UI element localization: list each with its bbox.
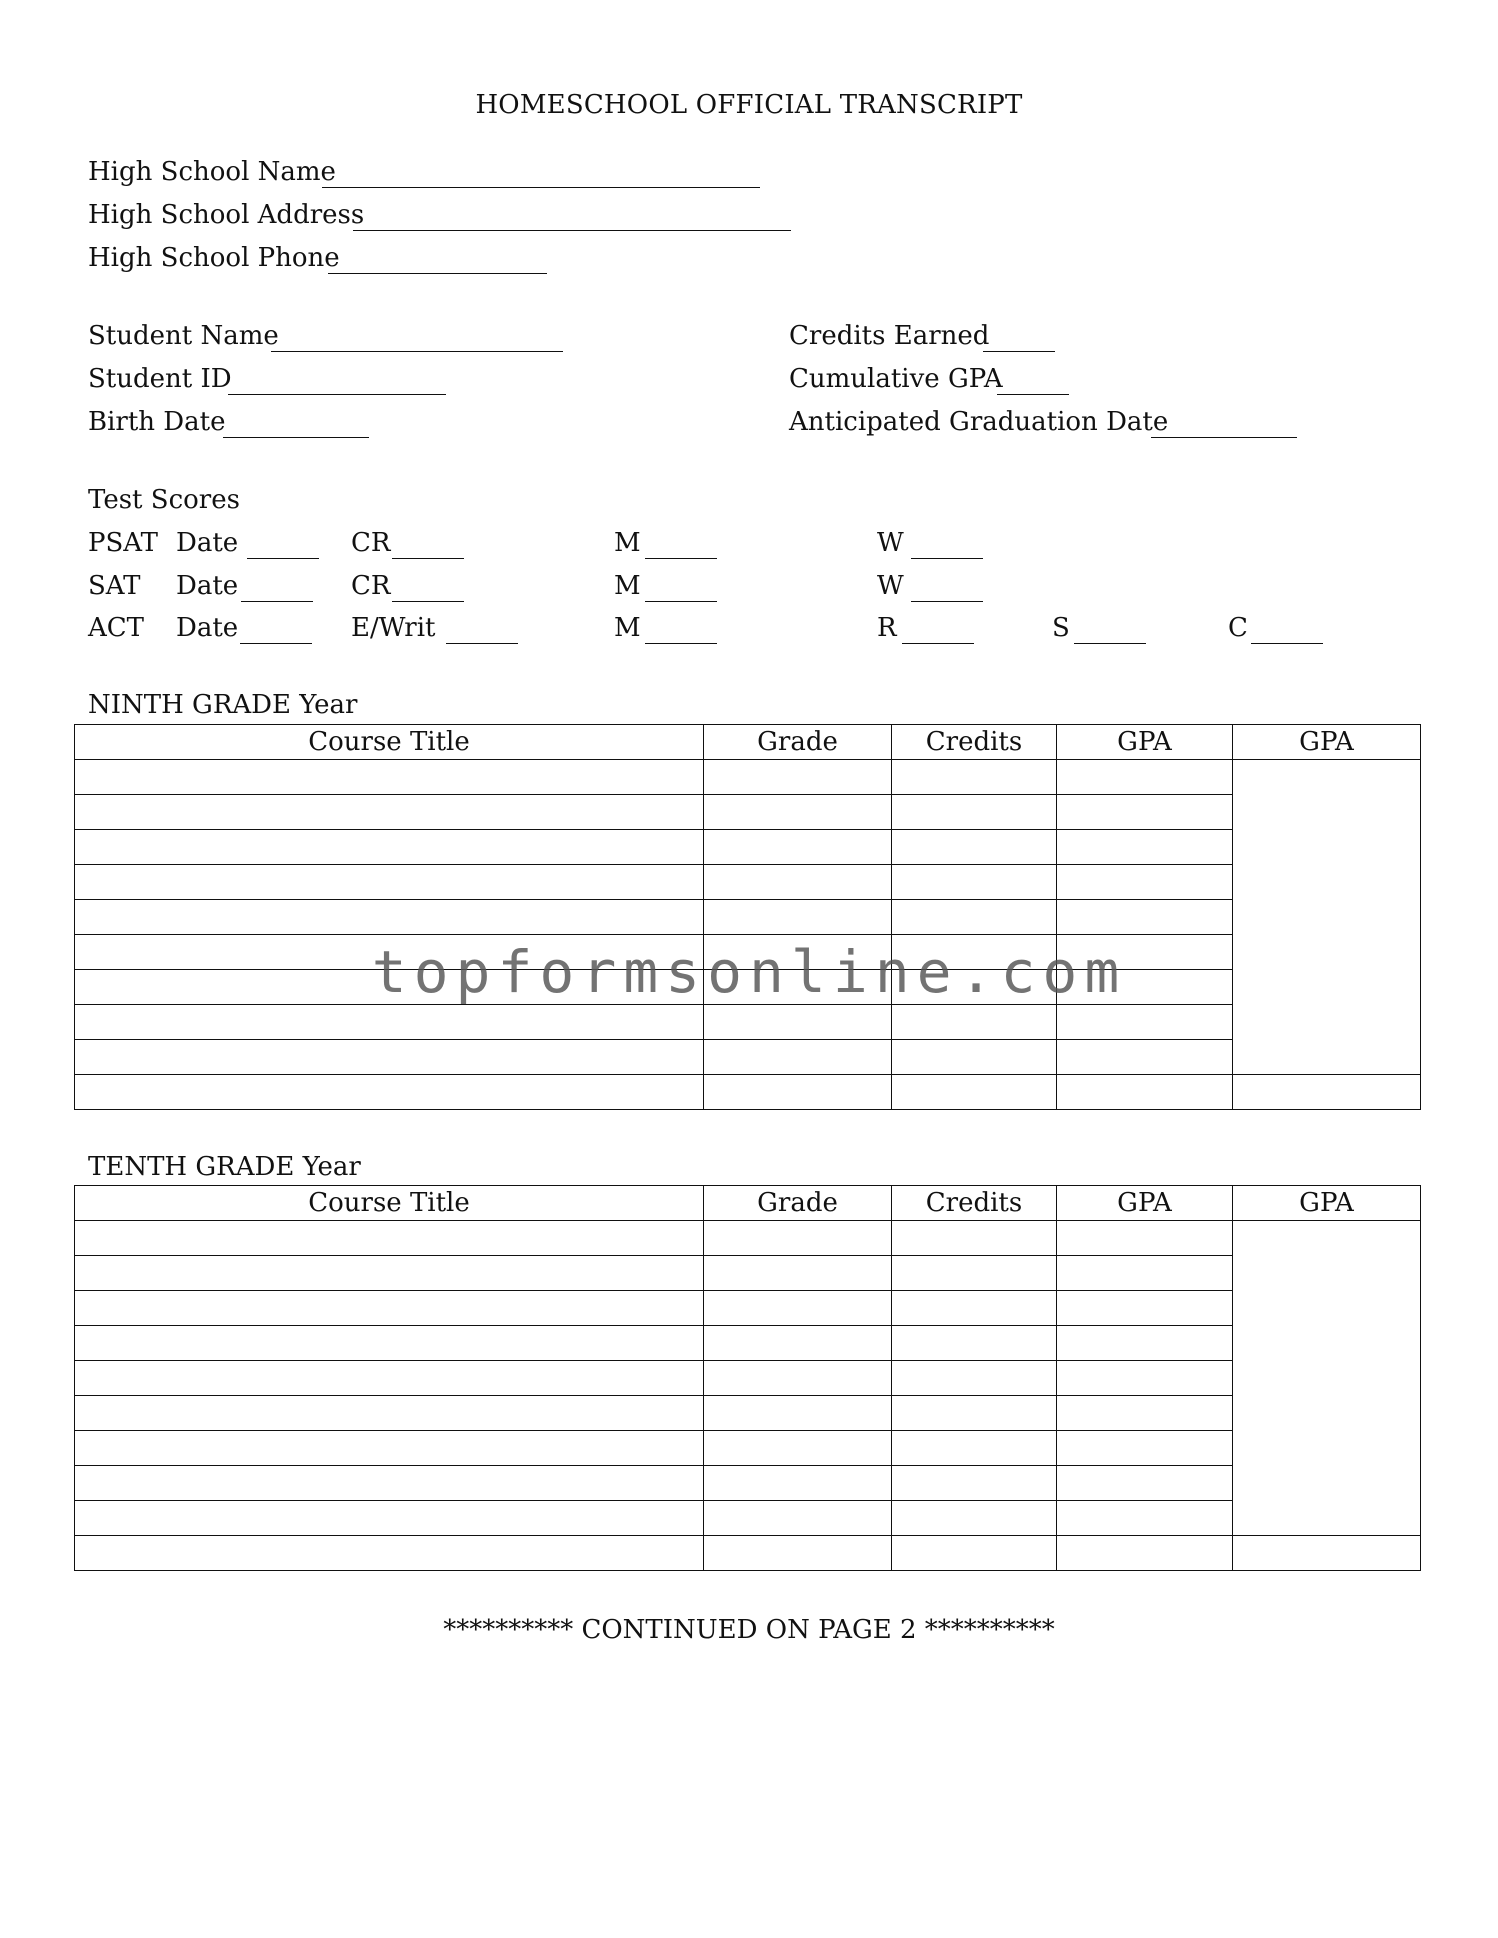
table-row [75,760,1421,795]
grade-cell[interactable] [704,1256,892,1291]
gpa-total-cell [1233,1466,1421,1501]
gpa-total-cell [1233,1221,1421,1256]
grade-cell[interactable] [704,865,892,900]
act-ew-label: E/Writ [351,613,436,643]
course-cell[interactable] [75,1221,704,1256]
col-credits: Credits [892,725,1057,760]
credits-earned-label: Credits Earned [789,321,990,351]
cumulative-gpa-label: Cumulative GPA [789,364,1003,394]
psat-cr-field[interactable] [392,558,464,559]
psat-m-field[interactable] [645,558,717,559]
course-cell[interactable] [75,1431,704,1466]
document-title: HOMESCHOOL OFFICIAL TRANSCRIPT [475,90,1023,120]
act-date-field[interactable] [240,643,312,644]
table-row [75,1291,1421,1326]
gpa-cell[interactable] [1057,1431,1233,1466]
course-cell[interactable] [75,1005,704,1040]
gpa-total-cell [1233,1005,1421,1040]
credits-cell[interactable] [892,1361,1057,1396]
gpa-total-cell [1233,1396,1421,1431]
course-cell[interactable] [75,1501,704,1536]
course-cell[interactable] [75,795,704,830]
course-cell[interactable] [75,900,704,935]
table-row [75,900,1421,935]
credits-cell[interactable] [892,1536,1057,1571]
course-cell[interactable] [75,865,704,900]
table-row [75,865,1421,900]
col-credits: Credits [892,1186,1057,1221]
table-row [75,1361,1421,1396]
sat-cr-field[interactable] [392,601,464,602]
credits-cell[interactable] [892,900,1057,935]
ninth-grade-heading: NINTH GRADE Year [88,690,358,720]
course-cell[interactable] [75,1536,704,1571]
birth-date-field[interactable] [223,437,369,438]
gpa-cell[interactable] [1057,830,1233,865]
gpa-cell[interactable] [1057,900,1233,935]
table-row [75,1005,1421,1040]
act-c-field[interactable] [1251,643,1323,644]
gpa-total-cell [1233,1040,1421,1075]
gpa-cell[interactable] [1057,1040,1233,1075]
gpa-total-cell [1233,795,1421,830]
grade-cell[interactable] [704,1221,892,1256]
gpa-total-cell [1233,1326,1421,1361]
gpa-total-cell [1233,865,1421,900]
grade-cell[interactable] [704,1075,892,1110]
table-row [75,1040,1421,1075]
gpa-cell[interactable] [1057,1501,1233,1536]
course-cell[interactable] [75,1075,704,1110]
act-s-label: S [1052,613,1070,643]
sat-w-label: W [877,571,904,601]
psat-m-label: M [614,528,641,558]
table-row [75,1501,1421,1536]
credits-cell[interactable] [892,760,1057,795]
course-cell[interactable] [75,760,704,795]
credits-cell[interactable] [892,1221,1057,1256]
course-cell[interactable] [75,1466,704,1501]
gpa-total-cell [1233,830,1421,865]
sat-w-field[interactable] [911,601,983,602]
school-address-field[interactable] [353,230,791,231]
gpa-cell[interactable] [1057,1466,1233,1501]
gpa-total-cell [1233,1291,1421,1326]
credits-cell[interactable] [892,1075,1057,1110]
continued-footer: ********** CONTINUED ON PAGE 2 ********** [443,1615,1055,1645]
gpa-total-cell[interactable] [1233,1075,1421,1110]
gpa-total-cell [1233,1501,1421,1536]
col-grade: Grade [704,725,892,760]
table-row [75,1256,1421,1291]
course-cell[interactable] [75,1040,704,1075]
gpa-total-cell [1233,1361,1421,1396]
credits-cell[interactable] [892,1396,1057,1431]
credits-cell[interactable] [892,865,1057,900]
psat-cr-label: CR [351,528,391,558]
grade-cell[interactable] [704,1536,892,1571]
col-gpa-total: GPA [1233,1186,1421,1221]
gpa-cell[interactable] [1057,1536,1233,1571]
grade-cell[interactable] [704,795,892,830]
sat-date-label: Date [176,571,239,601]
gpa-total-cell [1233,1256,1421,1291]
grade-cell[interactable] [704,1431,892,1466]
student-name-field[interactable] [271,351,563,352]
course-cell[interactable] [75,830,704,865]
table-row [75,1466,1421,1501]
course-cell[interactable] [75,1291,704,1326]
school-phone-field[interactable] [328,273,547,274]
credits-cell[interactable] [892,795,1057,830]
table-row [75,1396,1421,1431]
act-label: ACT [88,613,145,643]
col-course-title: Course Title [75,725,704,760]
test-scores-heading: Test Scores [88,485,240,515]
grade-cell[interactable] [704,1396,892,1431]
col-grade: Grade [704,1186,892,1221]
school-address-label: High School Address [88,200,365,230]
course-cell[interactable] [75,1326,704,1361]
sat-cr-label: CR [351,571,391,601]
gpa-cell[interactable] [1057,1221,1233,1256]
gpa-total-cell [1233,1431,1421,1466]
act-r-label: R [877,613,897,643]
credits-cell[interactable] [892,1501,1057,1536]
cumulative-gpa-field[interactable] [997,394,1069,395]
table-row [75,1536,1421,1571]
gpa-cell[interactable] [1057,1396,1233,1431]
col-gpa-total: GPA [1233,725,1421,760]
credits-cell[interactable] [892,1005,1057,1040]
act-m-label: M [614,613,641,643]
school-phone-label: High School Phone [88,243,340,273]
credits-cell[interactable] [892,1256,1057,1291]
act-m-field[interactable] [645,643,717,644]
course-cell[interactable] [75,1396,704,1431]
psat-w-field[interactable] [911,558,983,559]
sat-date-field[interactable] [241,601,313,602]
table-row [75,1431,1421,1466]
act-r-field[interactable] [902,643,974,644]
course-cell[interactable] [75,1361,704,1396]
grade-cell[interactable] [704,900,892,935]
col-gpa: GPA [1057,725,1233,760]
credits-cell[interactable] [892,1431,1057,1466]
credits-cell[interactable] [892,1326,1057,1361]
col-course-title: Course Title [75,1186,704,1221]
gpa-cell[interactable] [1057,1291,1233,1326]
birth-date-label: Birth Date [88,407,226,437]
sat-m-label: M [614,571,641,601]
psat-date-field[interactable] [247,558,319,559]
course-cell[interactable] [75,1256,704,1291]
watermark: topformsonline.com [371,938,1127,1006]
col-gpa: GPA [1057,1186,1233,1221]
psat-label: PSAT [88,528,159,558]
table-row [75,1075,1421,1110]
grade-cell[interactable] [704,1005,892,1040]
gpa-cell[interactable] [1057,760,1233,795]
tenth-grade-heading: TENTH GRADE Year [88,1152,361,1182]
grade-cell[interactable] [704,830,892,865]
gpa-cell[interactable] [1057,1256,1233,1291]
student-name-label: Student Name [88,321,279,351]
table-row [75,1326,1421,1361]
grade-cell[interactable] [704,1326,892,1361]
gpa-cell[interactable] [1057,795,1233,830]
grade-cell[interactable] [704,1361,892,1396]
sat-m-field[interactable] [645,601,717,602]
gpa-total-cell [1233,760,1421,795]
gpa-total-cell [1233,900,1421,935]
credits-cell[interactable] [892,830,1057,865]
act-ew-field[interactable] [446,643,518,644]
gpa-cell[interactable] [1057,1361,1233,1396]
grade-cell[interactable] [704,1466,892,1501]
gpa-cell[interactable] [1057,1075,1233,1110]
table-row [75,830,1421,865]
table-header-row [75,1186,1421,1221]
graduation-date-label: Anticipated Graduation Date [789,407,1169,437]
gpa-cell[interactable] [1057,1326,1233,1361]
sat-label: SAT [88,571,141,601]
act-c-label: C [1228,613,1248,643]
school-name-field[interactable] [322,187,760,188]
psat-date-label: Date [176,528,239,558]
table-row [75,1221,1421,1256]
ninth-grade-table [74,724,1421,1110]
tenth-grade-table [74,1185,1421,1571]
gpa-cell[interactable] [1057,1005,1233,1040]
table-header-row [75,725,1421,760]
credits-cell[interactable] [892,1466,1057,1501]
act-s-field[interactable] [1074,643,1146,644]
psat-w-label: W [877,528,904,558]
grade-cell[interactable] [704,1291,892,1326]
gpa-cell[interactable] [1057,865,1233,900]
student-id-label: Student ID [88,364,232,394]
credits-cell[interactable] [892,1291,1057,1326]
gpa-total-cell[interactable] [1233,1536,1421,1571]
grade-cell[interactable] [704,1040,892,1075]
student-id-field[interactable] [228,394,446,395]
graduation-date-field[interactable] [1151,437,1297,438]
credits-cell[interactable] [892,1040,1057,1075]
credits-earned-field[interactable] [983,351,1055,352]
grade-cell[interactable] [704,1501,892,1536]
grade-cell[interactable] [704,760,892,795]
school-name-label: High School Name [88,157,336,187]
table-row [75,795,1421,830]
act-date-label: Date [176,613,239,643]
